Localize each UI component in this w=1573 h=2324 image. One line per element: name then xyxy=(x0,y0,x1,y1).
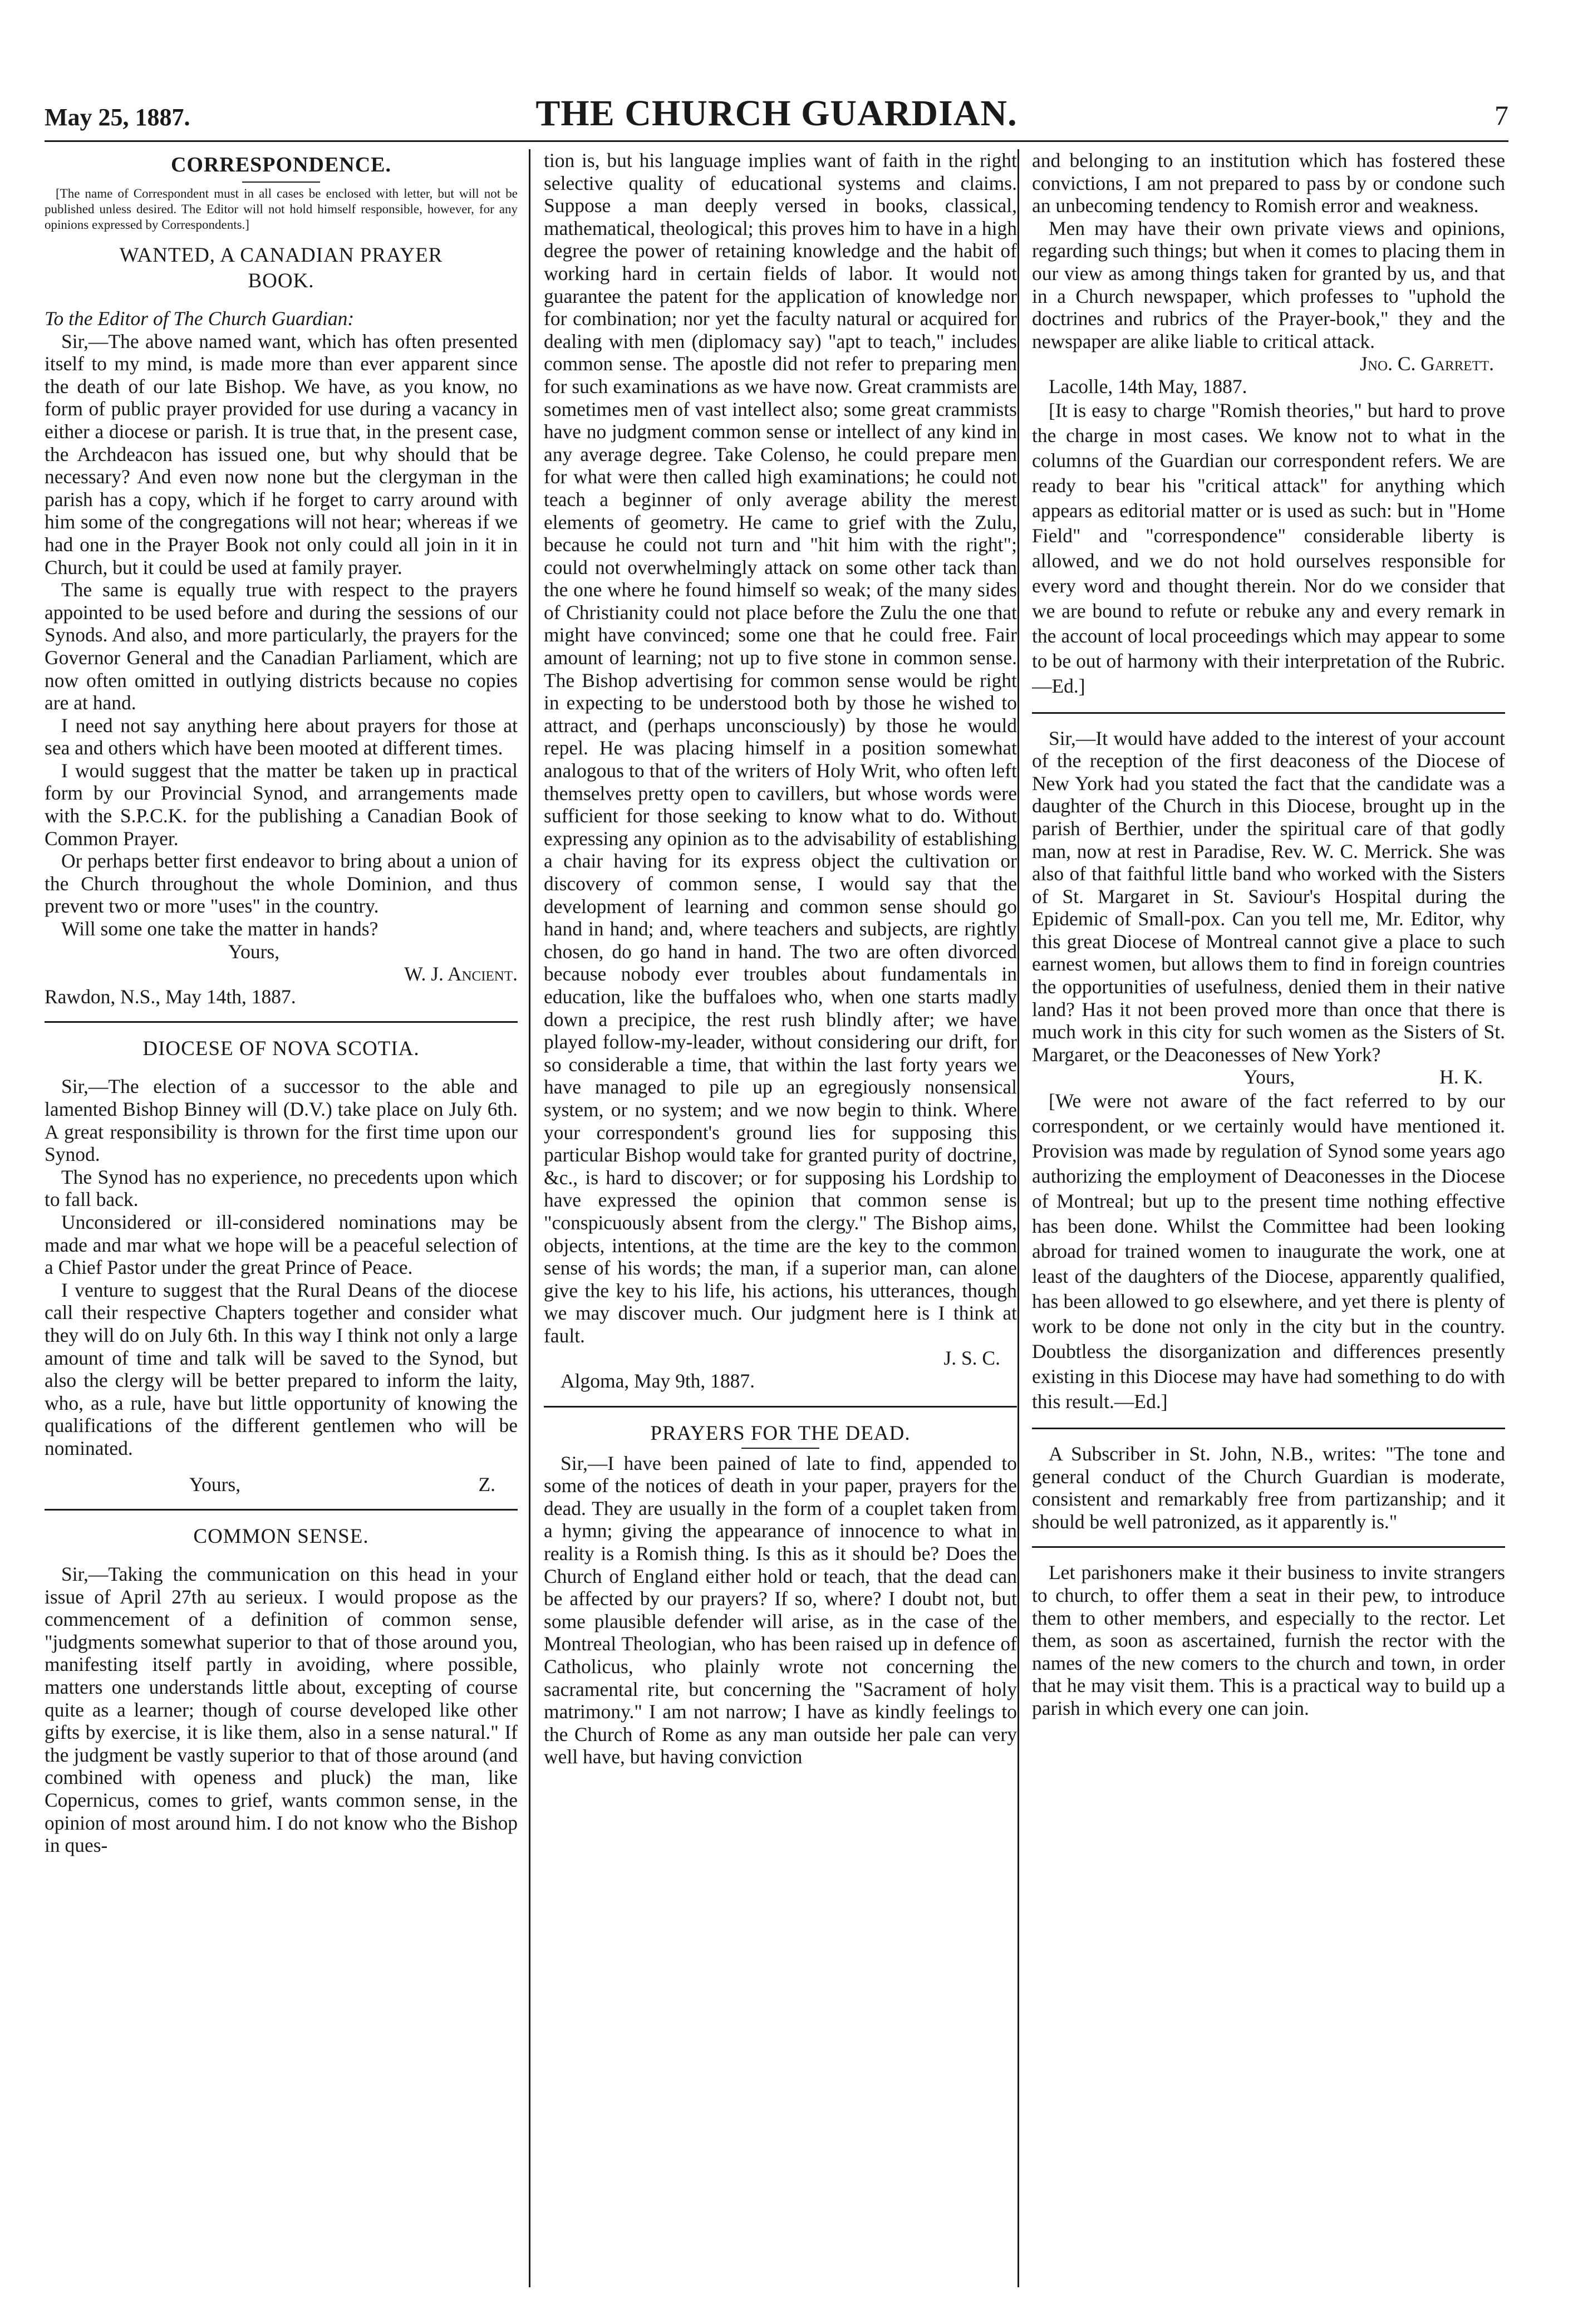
place-date: Lacolle, 14th May, 1887. xyxy=(1049,375,1247,398)
signature: Z. xyxy=(478,1473,495,1496)
letter-paragraph: Sir,—It would have added to the interest of your account of the reception of the first deaconess of the Diocese of New York had you stated the fact that the candidate was a daughter of the Church in this Diocese, brought up in the parish of Berthier, under the spiritual care of that godly man, now at rest in Paradise, Rev. W. C. Merrick. She was also of that faithful little band who worked with the Sisters of St. Margaret in St. Saviour's Hospital during the Epidemic of Small-pox. Can you tell me, Mr. Editor, why this great Diocese of Montreal cannot give a place to such earnest women, but allows them to find in foreign countries the opportunities of usefulness, denied them in their native land? Has it not been proved more than once that there is much work in this city for such women as the Sisters of St. Margaret, or the Deaconesses of New York? xyxy=(1032,727,1505,1066)
signature: Jno. C. Garrett. xyxy=(1360,352,1494,375)
section-rule xyxy=(544,1406,1017,1408)
section-rule xyxy=(1032,712,1505,714)
parishioners-note: Let parishoners make it their business to invite strangers to church, to offer them a seat in their pew, to introduce them to other members, and especially to the rector. Let them, as soon as ascertained, furnish the rector with the names of the new comers to the church and town, in order that he may visit them. This is a practical way to build up a parish in which every one can join. xyxy=(1032,1561,1505,1719)
letter-paragraph: The same is equally true with respect to the prayers appointed to be used before and during the sessions of our Synods. And also, and more particularly, the prayers for the Governor General and the Canadian Parliament, which are now often omitted in outlying districts because no copies are at hand. xyxy=(45,578,518,714)
letter-paragraph: Men may have their own private views and opinions, regarding such things; but when it comes to placing them in our view as among things taken for granted by us, and that in a Church newspaper, which professes to "uphold the doctrines and rubrics of the Prayer-book," they and the newspaper are alike liable to critical attack. xyxy=(1032,217,1505,352)
letter-title: PRAYERS FOR THE DEAD. xyxy=(650,1421,911,1445)
letter-continuation: tion is, but his language implies want of faith in the right selective quality of educational systems and claims. Suppose a man deeply versed in books, classical, mathematical, theological; this proves him to have in a high degree the power of retaining knowledge and the habit of working hard in certain fields of labor. It would not guarantee the patent for the application of knowledge nor for combination; nor yet the faculty natural or acquired for dealing with men (diplomacy say) "apt to teach," includes common sense. The apostle did not refer to preparing men for such examinations as we have now. Great crammists are sometimes men of vast intellect also; some great crammists have no judgment common sense or intellect of any kind in any average degree. Take Colenso, he could prepare men for what were then called high examinations; he could not teach a beginner of only average ability the merest elements of geometry. He came to grief with the Zulu, because he could not turn and "hit him with the right"; could not overwhelmingly attack on some other tack than the one where he found himself so weak; of the many sides of Christianity could not place before the Zulu the one that might have convinced; some one that he could free. Fair amount of learning; not up to five stone in common sense. The Bishop advertising for common sense would be right in expecting to be understood both by those he wished to attract, and (perhaps unconsciously) by those he would repel. He was placing himself in a position somewhat analogous to that of the writers of Holy Writ, who often left themselves pretty open to cavillers, but whose words were sufficient for those seeking to know what to do. Without expressing any opinion as to the advisability of establishing a chair having for its express object the cultivation or discovery of common sense, I would say that the development of learning and common sense should go hand in hand; and, where teachers and subjects, are rightly chosen, do go hand in hand. The two are often divorced because nobody ever troubles about fundamentals in education, like the buffaloes who, when one starts madly down a precipice, the rest rush blindly after; we have played follow-my-leader, without considering our drift, for so considerable a time, that within the last forty years we have managed to pile up an egregiously nonsensical system, or no system; and we now begin to think. Where your correspondent's ground lies for supposing this particular Bishop would take for granted purity of doctrine, &c., is hard to discover; or for supposing his Lordship to have expressed the opinion that common sense is "conspicuously absent from the clergy." The Bishop aims, objects, intentions, at the time are the key to the common sense of his words; the man, if a superior man, can alone give the key to his life, his actions, his utterances, though we may discover much. Our judgment here is I think at fault. xyxy=(544,149,1017,1347)
letter-paragraph: Sir,—Taking the communication on this head in your issue of April 27th au serieux. I would propose as the commencement of a definition of common sense, "judgments somewhat superior to that of those around you, manifesting itself partly in avoiding, where possible, matters one understands little about, excepting of course quite as a learner; though of course developed like other gifts by exercise, it is like them, also in a sense natural." If the judgment be vastly superior to that of those around (and combined with openess and pluck) the man, like Copernicus, comes to grief, wants common sense, in the opinion of most around him. I do not know who the Bishop in ques- xyxy=(45,1563,518,1857)
section-rule xyxy=(45,1021,518,1023)
letter-title: DIOCESE OF NOVA SCOTIA. xyxy=(142,1037,420,1061)
sign-row xyxy=(1032,1066,1505,1089)
editor-disclaimer: [The name of Correspondent must in all cases be enclosed with letter, but will not be published unless desired. The Editor will not hold himself responsible, however, for any opinions expressed by Correspondents.] xyxy=(45,187,518,232)
section-title: CORRESPONDENCE. xyxy=(170,153,392,176)
letter-paragraph: I would suggest that the matter be taken up in practical form by our Provincial Synod, and arrangements made with the S.P.C.K. for the publishing a Canadian Book of Common Prayer. xyxy=(45,759,518,850)
signature: H. K. xyxy=(1439,1066,1483,1089)
letter-paragraph: The Synod has no experience, no precedents upon which to fall back. xyxy=(45,1165,518,1211)
letter-title: COMMON SENSE. xyxy=(193,1525,369,1548)
letter-paragraph: I need not say anything here about prayers for those at sea and others which have been mooted at different times. xyxy=(45,714,518,759)
letter-title: WANTED, A CANADIAN PRAYER xyxy=(119,244,443,267)
section-rule xyxy=(1032,1546,1505,1548)
letter-paragraph: Will some one take the matter in hands? xyxy=(61,918,378,940)
closing: Yours, xyxy=(1243,1066,1295,1089)
column-1 xyxy=(45,149,518,2287)
page-header xyxy=(45,84,1508,137)
letter-paragraph: Or perhaps better first endeavor to bring about a union of the Church throughout the whole Dominion, and thus prevent two or more "uses" in the country. xyxy=(45,850,518,918)
column-divider xyxy=(529,149,530,2287)
sign-row xyxy=(45,1473,518,1496)
column-3 xyxy=(1032,149,1505,2287)
masthead-title: THE CHURCH GUARDIAN. xyxy=(535,93,1017,134)
signature: W. J. Ancient. xyxy=(404,963,518,986)
header-rule xyxy=(45,140,1508,142)
letter-title-cont: BOOK. xyxy=(248,269,314,292)
letter-paragraph: Sir,—The above named want, which has often presented itself to my mind, is made more than ever apparent since the death of our late Bishop. We have, as you know, no form of public prayer provided for use during a vacancy in either a diocese or parish. It is true that, in the present case, the Archdeacon has issued one, but why should that be necessary? And even now none but the clergyman in the parish has a copy, which if he forget to carry around with him some of the congregations will not hear; whereas if we had one in the Prayer Book not only could all join in it in Church, but it could be used at family prayer. xyxy=(45,330,518,578)
editor-reply: [We were not aware of the fact referred to by our correspondent, or we certainly would have mentioned it. Provision was made by regulation of Synod some years ago authorizing the employment of Deaconesses in the Diocese of Montreal; but up to the present time nothing effective has been done. Whilst the Committee had been looking abroad for trained women to inaugurate the work, one at least of the daughters of the Diocese, apparently qualified, has been allowed to go elsewhere, and yet there is plenty of work to be done not only in the city but in the country. Doubtless the disorganization and differences presently existing in this Diocese may have had something to do with this result.—Ed.] xyxy=(1032,1090,1505,1413)
editor-reply: [It is easy to charge "Romish theories," but hard to prove the charge in most cases. We know not to what in the columns of the Guardian our correspondent refers. We are ready to bear his "critical attack" for anything which appears as editorial matter or is used as such: but in "Home Field" and "correspondence" considerable liberty is allowed, and we do not hold ourselves responsible for every word and thought therein. Nor do we consider that we are bound to refute or rebuke any and every remark in the account of local proceedings which may appear to some to be out of harmony with their interpretation of the Rubric.—Ed.] xyxy=(1032,399,1505,697)
column-2 xyxy=(544,149,1017,2287)
place-date: Rawdon, N.S., May 14th, 1887. xyxy=(45,985,296,1008)
section-rule xyxy=(45,1509,518,1511)
letter-paragraph: Sir,—I have been pained of late to find, appended to some of the notices of death in your paper, prayers for the dead. They are usually in the form of a couplet taken from a hymn; giving the appearance of innocence to what in reality is a Romish thing. Is this as it should be? Does the Church of England either hold or teach, that the dead can be affected by our prayers? If so, where? I doubt not, but some plausible defender will arise, as in the case of the Montreal Theologian, who has been raised up in defence of Catholicus, who plainly wrote not concerning the sacramental rite, but concerning the "Sacrament of holy matrimony." I am not narrow; I have as kindly feelings to the Church of Rome as any man outside her pale can very well have, but having conviction xyxy=(544,1452,1017,1768)
section-rule xyxy=(1032,1428,1505,1429)
page-number: 7 xyxy=(1495,100,1508,131)
place-date: Algoma, May 9th, 1887. xyxy=(561,1370,755,1393)
addressee: To the Editor of The Church Guardian: xyxy=(45,307,355,330)
signature: J. S. C. xyxy=(943,1347,1000,1370)
letter-continuation: and belonging to an institution which has fostered these convictions, I am not prepared to pass by or condone such an unbecoming tendency to Romish error and weakness. xyxy=(1032,149,1505,217)
closing: Yours, xyxy=(189,1473,241,1496)
subscriber-note: A Subscriber in St. John, N.B., writes: "The tone and general conduct of the Church Guardian is moderate, consistent and remarkably free from partizanship; and it should be well patronized, as it apparently is." xyxy=(1032,1443,1505,1533)
issue-date: May 25, 1887. xyxy=(45,104,190,131)
letter-paragraph: I venture to suggest that the Rural Deans of the diocese call their respective Chapters together and consider what they will do on July 6th. In this way I think not only a large amount of time and talk will be saved to the Synod, but also the clergy will be better prepared to inform the laity, who, as a rule, have but little opportunity of knowing the qualifications of the different gentlemen who will be nominated. xyxy=(45,1278,518,1459)
letter-paragraph: Unconsidered or ill-considered nominations may be made and mar what we hope will be a peaceful selection of a Chief Pastor under the great Prince of Peace. xyxy=(45,1210,518,1279)
column-divider xyxy=(1017,149,1019,2287)
letter-paragraph: Sir,—The election of a successor to the able and lamented Bishop Binney will (D.V.) take place on July 6th. A great responsibility is thrown for the first time upon our Synod. xyxy=(45,1075,518,1166)
closing: Yours, xyxy=(228,940,280,963)
short-rule xyxy=(242,182,320,183)
short-rule xyxy=(741,1448,819,1449)
